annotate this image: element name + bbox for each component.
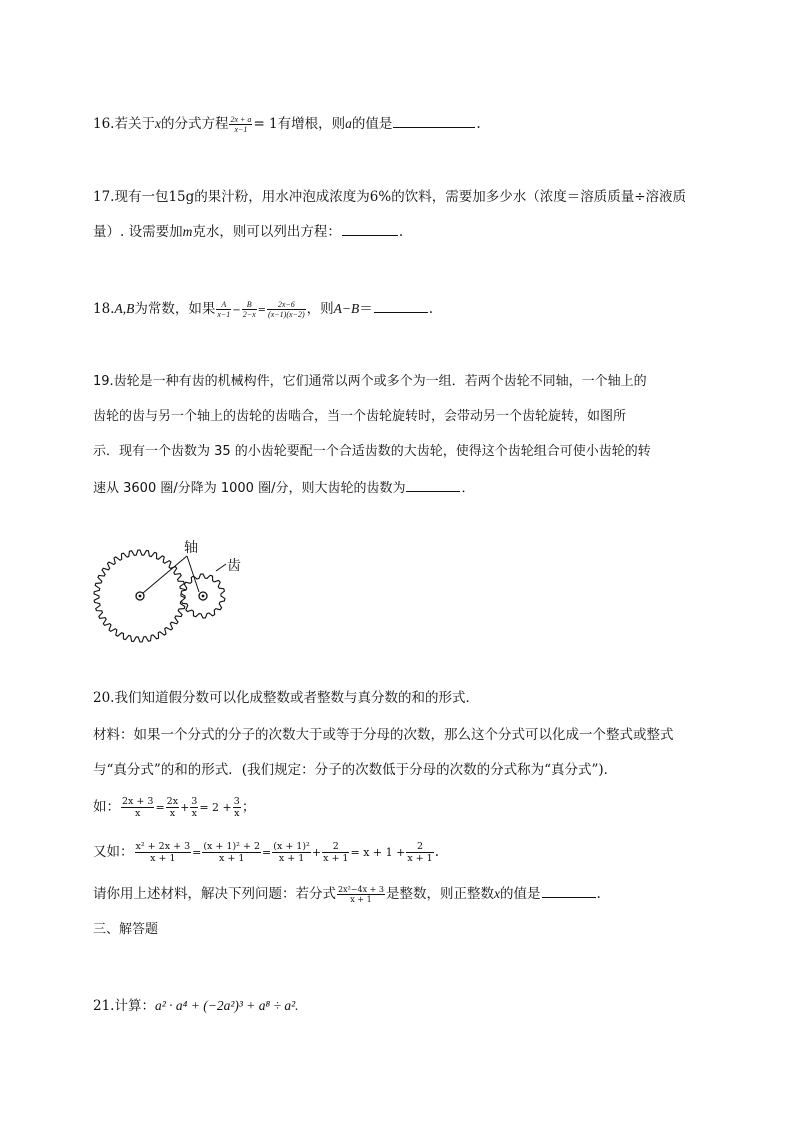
question-20-line-1: 20.我们知道假分数可以化成整数或者整数与真分数的和的形式． bbox=[93, 690, 479, 706]
ex1-f4 bbox=[233, 796, 241, 819]
ex1-label: 如： bbox=[93, 799, 120, 815]
ex1-f4-num: 3 bbox=[233, 796, 240, 807]
question-16 bbox=[93, 114, 481, 134]
ex2-end: . bbox=[434, 844, 440, 860]
question-20-line-3: 与“真分式”的和的形式．(我们规定：分子的次数低于分母的次数的分式称为“真分式”)． bbox=[93, 762, 618, 778]
ex2-f5-num: 2 bbox=[406, 841, 433, 853]
ex2-f2-num: (x + 1)² + 2 bbox=[203, 841, 261, 852]
q16-text-suffix: 的值是 bbox=[351, 116, 393, 132]
q20-frac-den: x + 1 bbox=[350, 895, 372, 904]
q17-end: . bbox=[398, 224, 404, 240]
q19-end: ． bbox=[461, 481, 475, 496]
ex1-eq1: = bbox=[155, 801, 165, 814]
q16-text: 16.若关于 bbox=[93, 116, 155, 132]
q18-f2-num: B bbox=[242, 300, 257, 310]
label-tooth: 齿 bbox=[227, 558, 241, 574]
q16-var-a: a bbox=[345, 116, 352, 131]
question-18 bbox=[93, 299, 433, 321]
q18-eq2: ＝ bbox=[359, 301, 373, 317]
question-17-line-2 bbox=[93, 222, 403, 242]
q21-expression: a² · a⁴ + (−2a²)³ + a⁸ ÷ a². bbox=[154, 998, 299, 1013]
q20-answer-blank[interactable] bbox=[542, 884, 596, 898]
ex2-f2 bbox=[202, 841, 261, 864]
q18-f3-den: (x−1)(x−2) bbox=[268, 310, 305, 319]
ex2-f1-den: x + 1 bbox=[150, 853, 176, 864]
q18-fraction-1 bbox=[216, 300, 231, 319]
ex1-eq2: = 2 + bbox=[199, 801, 232, 814]
q18-text-then: ，则 bbox=[306, 301, 334, 317]
q19-answer-blank[interactable] bbox=[406, 478, 460, 492]
q16-text-eq: = 1有增根，则 bbox=[253, 116, 346, 132]
q16-answer-blank[interactable] bbox=[393, 114, 475, 128]
question-20-example-1 bbox=[93, 796, 255, 819]
q18-f1-num: A bbox=[216, 300, 231, 310]
ex2-f3-den: x + 1 bbox=[278, 853, 305, 864]
q20-text-a: 请你用上述材料，解决下列问题：若分式 bbox=[93, 886, 336, 902]
ex2-f3-num: (x + 1)² bbox=[273, 841, 310, 852]
q18-end: . bbox=[428, 301, 434, 317]
q18-fraction-2 bbox=[242, 300, 257, 319]
ex1-plus: + bbox=[180, 801, 190, 814]
q17-text-b: 克水，则可以列出方程： bbox=[192, 224, 341, 240]
q16-text-mid: 的分式方程 bbox=[160, 116, 229, 132]
label-axis: 轴 bbox=[184, 540, 198, 556]
section-3-heading: 三、解答题 bbox=[93, 922, 159, 937]
large-gear-axle-center bbox=[139, 595, 142, 598]
ex2-f5-den: x + 1 bbox=[407, 853, 433, 864]
ex2-f4 bbox=[322, 841, 349, 864]
ex2-eq1: = bbox=[192, 846, 202, 859]
ex2-f4-num: 2 bbox=[322, 841, 349, 853]
q18-fraction-3 bbox=[267, 300, 306, 319]
question-19-line-2: 齿轮的齿与另一个轴上的齿轮的齿啮合，当一个齿轮旋转时，会带动另一个齿轮旋转，如图所 bbox=[93, 409, 627, 424]
q18-vars: A,B bbox=[114, 301, 135, 316]
q16-frac-den: x−1 bbox=[234, 125, 248, 134]
question-17-line-1: 17.现有一包15g的果汁粉，用水冲泡成浓度为6%的饮料，需要加多少水（浓度＝溶质质量÷溶液质 bbox=[93, 189, 687, 205]
ex2-f1-num: x² + 2x + 3 bbox=[135, 841, 191, 852]
q20-text-c: 的值是 bbox=[500, 886, 541, 902]
ex1-f2-den: x bbox=[169, 808, 176, 819]
ex1-f1-den: x bbox=[135, 808, 141, 819]
q18-f3-num: 2x−6 bbox=[267, 300, 306, 310]
ex1-f4-den: x bbox=[234, 808, 240, 819]
q16-fraction bbox=[229, 115, 252, 134]
question-19-line-1: 19.齿轮是一种有齿的机械构件，它们通常以两个或多个为一组．若两个齿轮不同轴，一个轴上的 bbox=[93, 374, 647, 389]
q18-expr: A−B bbox=[333, 301, 360, 316]
q20-fraction bbox=[337, 885, 385, 904]
small-gear-axle-center bbox=[202, 595, 205, 598]
ex2-label: 又如： bbox=[93, 844, 134, 860]
q21-prefix: 21.计算： bbox=[93, 998, 155, 1014]
ex2-f2-den: x + 1 bbox=[218, 853, 245, 864]
ex2-eq3: = x + 1 + bbox=[350, 846, 406, 859]
q20-frac-num: 2x²−4x + 3 bbox=[338, 885, 384, 894]
ex1-f2 bbox=[166, 796, 179, 819]
q16-var-x: x bbox=[154, 116, 161, 131]
q16-end: . bbox=[476, 116, 481, 132]
ex1-f2-num: 2x bbox=[166, 796, 179, 807]
q17-var-m: m bbox=[182, 224, 193, 239]
question-20-ask bbox=[93, 884, 601, 904]
ex2-f3 bbox=[272, 841, 311, 864]
q17-text-a: 量）. 设需要加 bbox=[93, 224, 183, 240]
q18-minus: − bbox=[232, 305, 241, 316]
q18-text-mid: 为常数，如果 bbox=[134, 301, 216, 317]
ex1-end: ； bbox=[241, 799, 256, 815]
question-20-line-2: 材料：如果一个分式的分子的次数大于或等于分母的次数，那么这个分式可以化成一个整式或整式 bbox=[93, 727, 674, 743]
ex2-eq2: = bbox=[262, 846, 272, 859]
ex1-f1 bbox=[121, 796, 154, 819]
q18-prefix: 18. bbox=[93, 301, 115, 317]
q18-answer-blank[interactable] bbox=[374, 299, 428, 313]
q17-answer-blank[interactable] bbox=[342, 222, 398, 236]
ex1-f3 bbox=[190, 796, 198, 819]
question-21 bbox=[93, 996, 299, 1016]
q20-end: . bbox=[596, 886, 601, 902]
ex2-plus: + bbox=[311, 846, 322, 859]
ex1-f1-num: 2x + 3 bbox=[122, 796, 154, 807]
question-19-line-3: 示．现有一个齿数为 35 的小齿轮要配一个合适齿数的大齿轮，使得这个齿轮组合可使小齿轮的转 bbox=[93, 444, 651, 459]
ex1-f3-num: 3 bbox=[191, 796, 198, 807]
tooth-pointer-line bbox=[216, 564, 226, 571]
q18-eq: = bbox=[257, 305, 267, 316]
q19-text: 速从 3600 圈/分降为 1000 圈/分，则大齿轮的齿数为 bbox=[93, 481, 406, 496]
q20-var-x: x bbox=[494, 886, 500, 901]
gear-figure bbox=[86, 534, 256, 644]
q18-f1-den: x−1 bbox=[217, 310, 231, 319]
ex1-f3-den: x bbox=[191, 808, 197, 819]
ex2-f4-den: x + 1 bbox=[323, 853, 349, 864]
q18-f2-den: 2−x bbox=[242, 310, 256, 319]
ex2-f5 bbox=[406, 841, 433, 864]
q16-frac-num: 2x + a bbox=[230, 115, 252, 124]
question-20-example-2 bbox=[93, 841, 439, 864]
q20-text-b: 是整数，则正整数 bbox=[386, 886, 494, 902]
ex2-f1 bbox=[135, 841, 192, 864]
question-19-line-4 bbox=[93, 478, 474, 499]
